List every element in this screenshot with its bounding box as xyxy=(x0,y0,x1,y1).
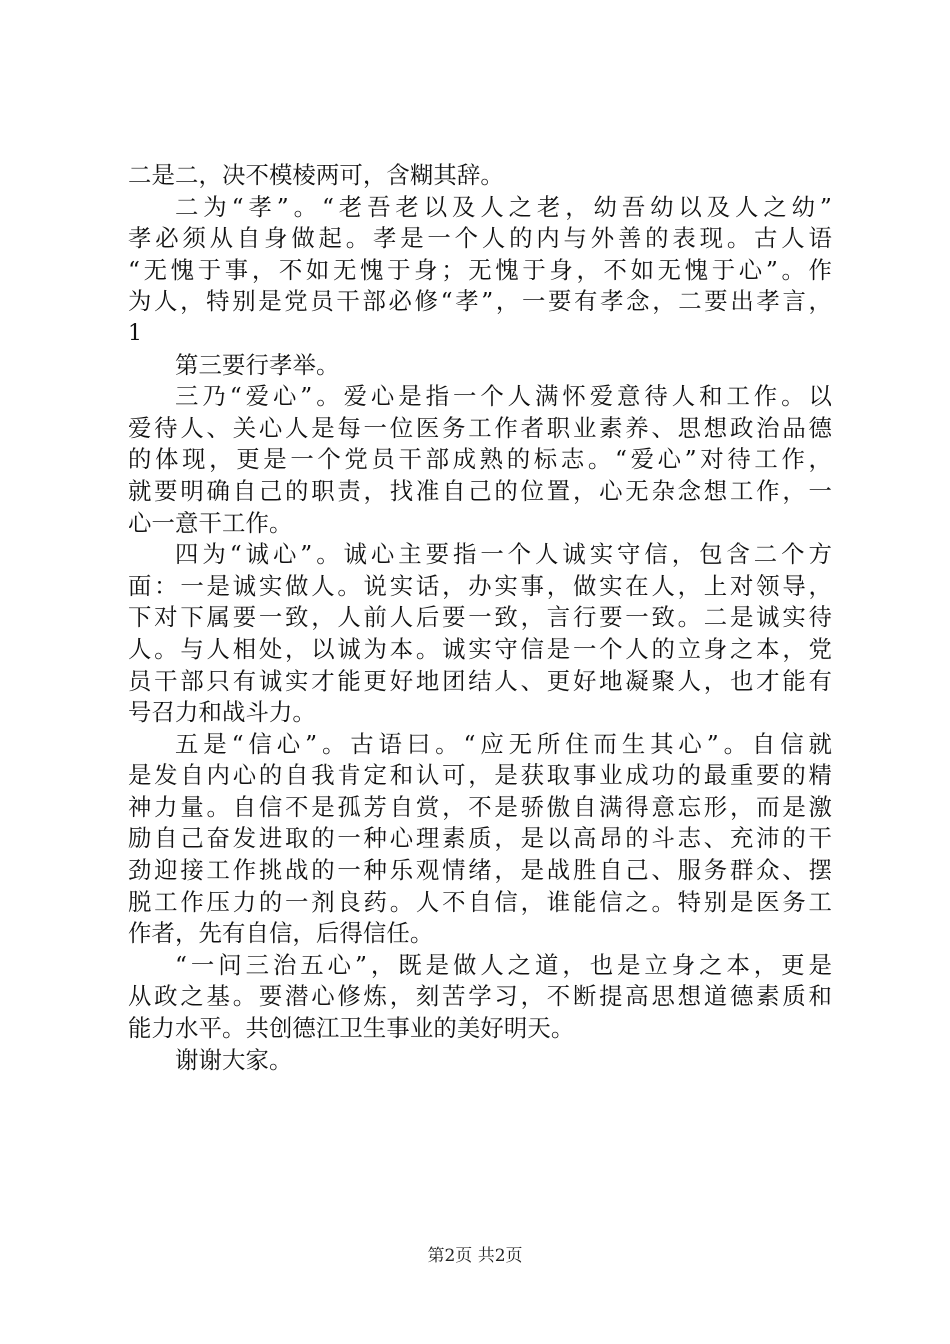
text-line: 神力量。自信不是孤芳自赏，不是骄傲自满得意忘形，而是激 xyxy=(128,792,832,821)
text-line: 心一意干工作。 xyxy=(128,508,293,537)
text-line: 为人，特别是党员干部必修“孝”，一要有孝念，二要出孝言， xyxy=(128,287,832,316)
text-line: 下对下属要一致，人前人后要一致，言行要一致。二是诚实待 xyxy=(128,603,832,632)
text-line: 五是“信心”。古语曰。“应无所住而生其心”。自信就 xyxy=(175,729,832,758)
text-line: 号召力和战斗力。 xyxy=(128,698,316,727)
text-line: 从政之基。要潜心修炼，刻苦学习，不断提高思想道德素质和 xyxy=(128,982,832,1011)
text-line: 四为“诚心”。诚心主要指一个人诚实守信，包含二个方 xyxy=(175,540,832,569)
text-line: 二为“孝”。“老吾老以及人之老，幼吾幼以及人之幼” xyxy=(175,192,832,221)
text-line: 作者，先有自信，后得信任。 xyxy=(128,919,434,948)
text-line: 的体现，更是一个党员干部成熟的标志。“爱心”对待工作， xyxy=(128,445,832,474)
text-line: 孝必须从自身做起。孝是一个人的内与外善的表现。古人语 xyxy=(128,224,832,253)
text-line: 员干部只有诚实才能更好地团结人、更好地凝聚人，也才能有 xyxy=(128,666,832,695)
text-line: 三乃“爱心”。爱心是指一个人满怀爱意待人和工作。以 xyxy=(175,382,832,411)
page-footer: 第2页 共2页 xyxy=(427,1246,523,1266)
text-line: 能力水平。共创德江卫生事业的美好明天。 xyxy=(128,1014,575,1043)
text-line: 人。与人相处，以诚为本。诚实守信是一个人的立身之本，党 xyxy=(128,634,832,663)
text-line: “一问三治五心”，既是做人之道，也是立身之本，更是 xyxy=(175,950,832,979)
text-line: “无愧于事，不如无愧于身；无愧于身，不如无愧于心”。作 xyxy=(128,255,832,284)
text-line: 谢谢大家。 xyxy=(175,1045,293,1074)
text-line: 二是二，决不模棱两可，含糊其辞。 xyxy=(128,161,504,189)
text-line: 爱待人、关心人是每一位医务工作者职业素养、思想政治品德 xyxy=(128,413,832,442)
text-line: 劲迎接工作挑战的一种乐观情绪，是战胜自己、服务群众、摆 xyxy=(128,856,832,885)
text-line: 是发自内心的自我肯定和认可，是获取事业成功的最重要的精 xyxy=(128,761,832,790)
text-line: 第三要行孝举。 xyxy=(175,350,340,379)
inline-page-number: 1 xyxy=(128,320,143,346)
text-line: 脱工作压力的一剂良药。人不自信，谁能信之。特别是医务工 xyxy=(128,887,832,916)
document-body xyxy=(128,160,832,1076)
text-line: 就要明确自己的职责，找准自己的位置，心无杂念想工作，一 xyxy=(128,476,832,505)
text-line: 面：一是诚实做人。说实话，办实事，做实在人，上对领导， xyxy=(128,571,832,600)
text-line: 励自己奋发进取的一种心理素质，是以高昂的斗志、充沛的干 xyxy=(128,824,832,853)
